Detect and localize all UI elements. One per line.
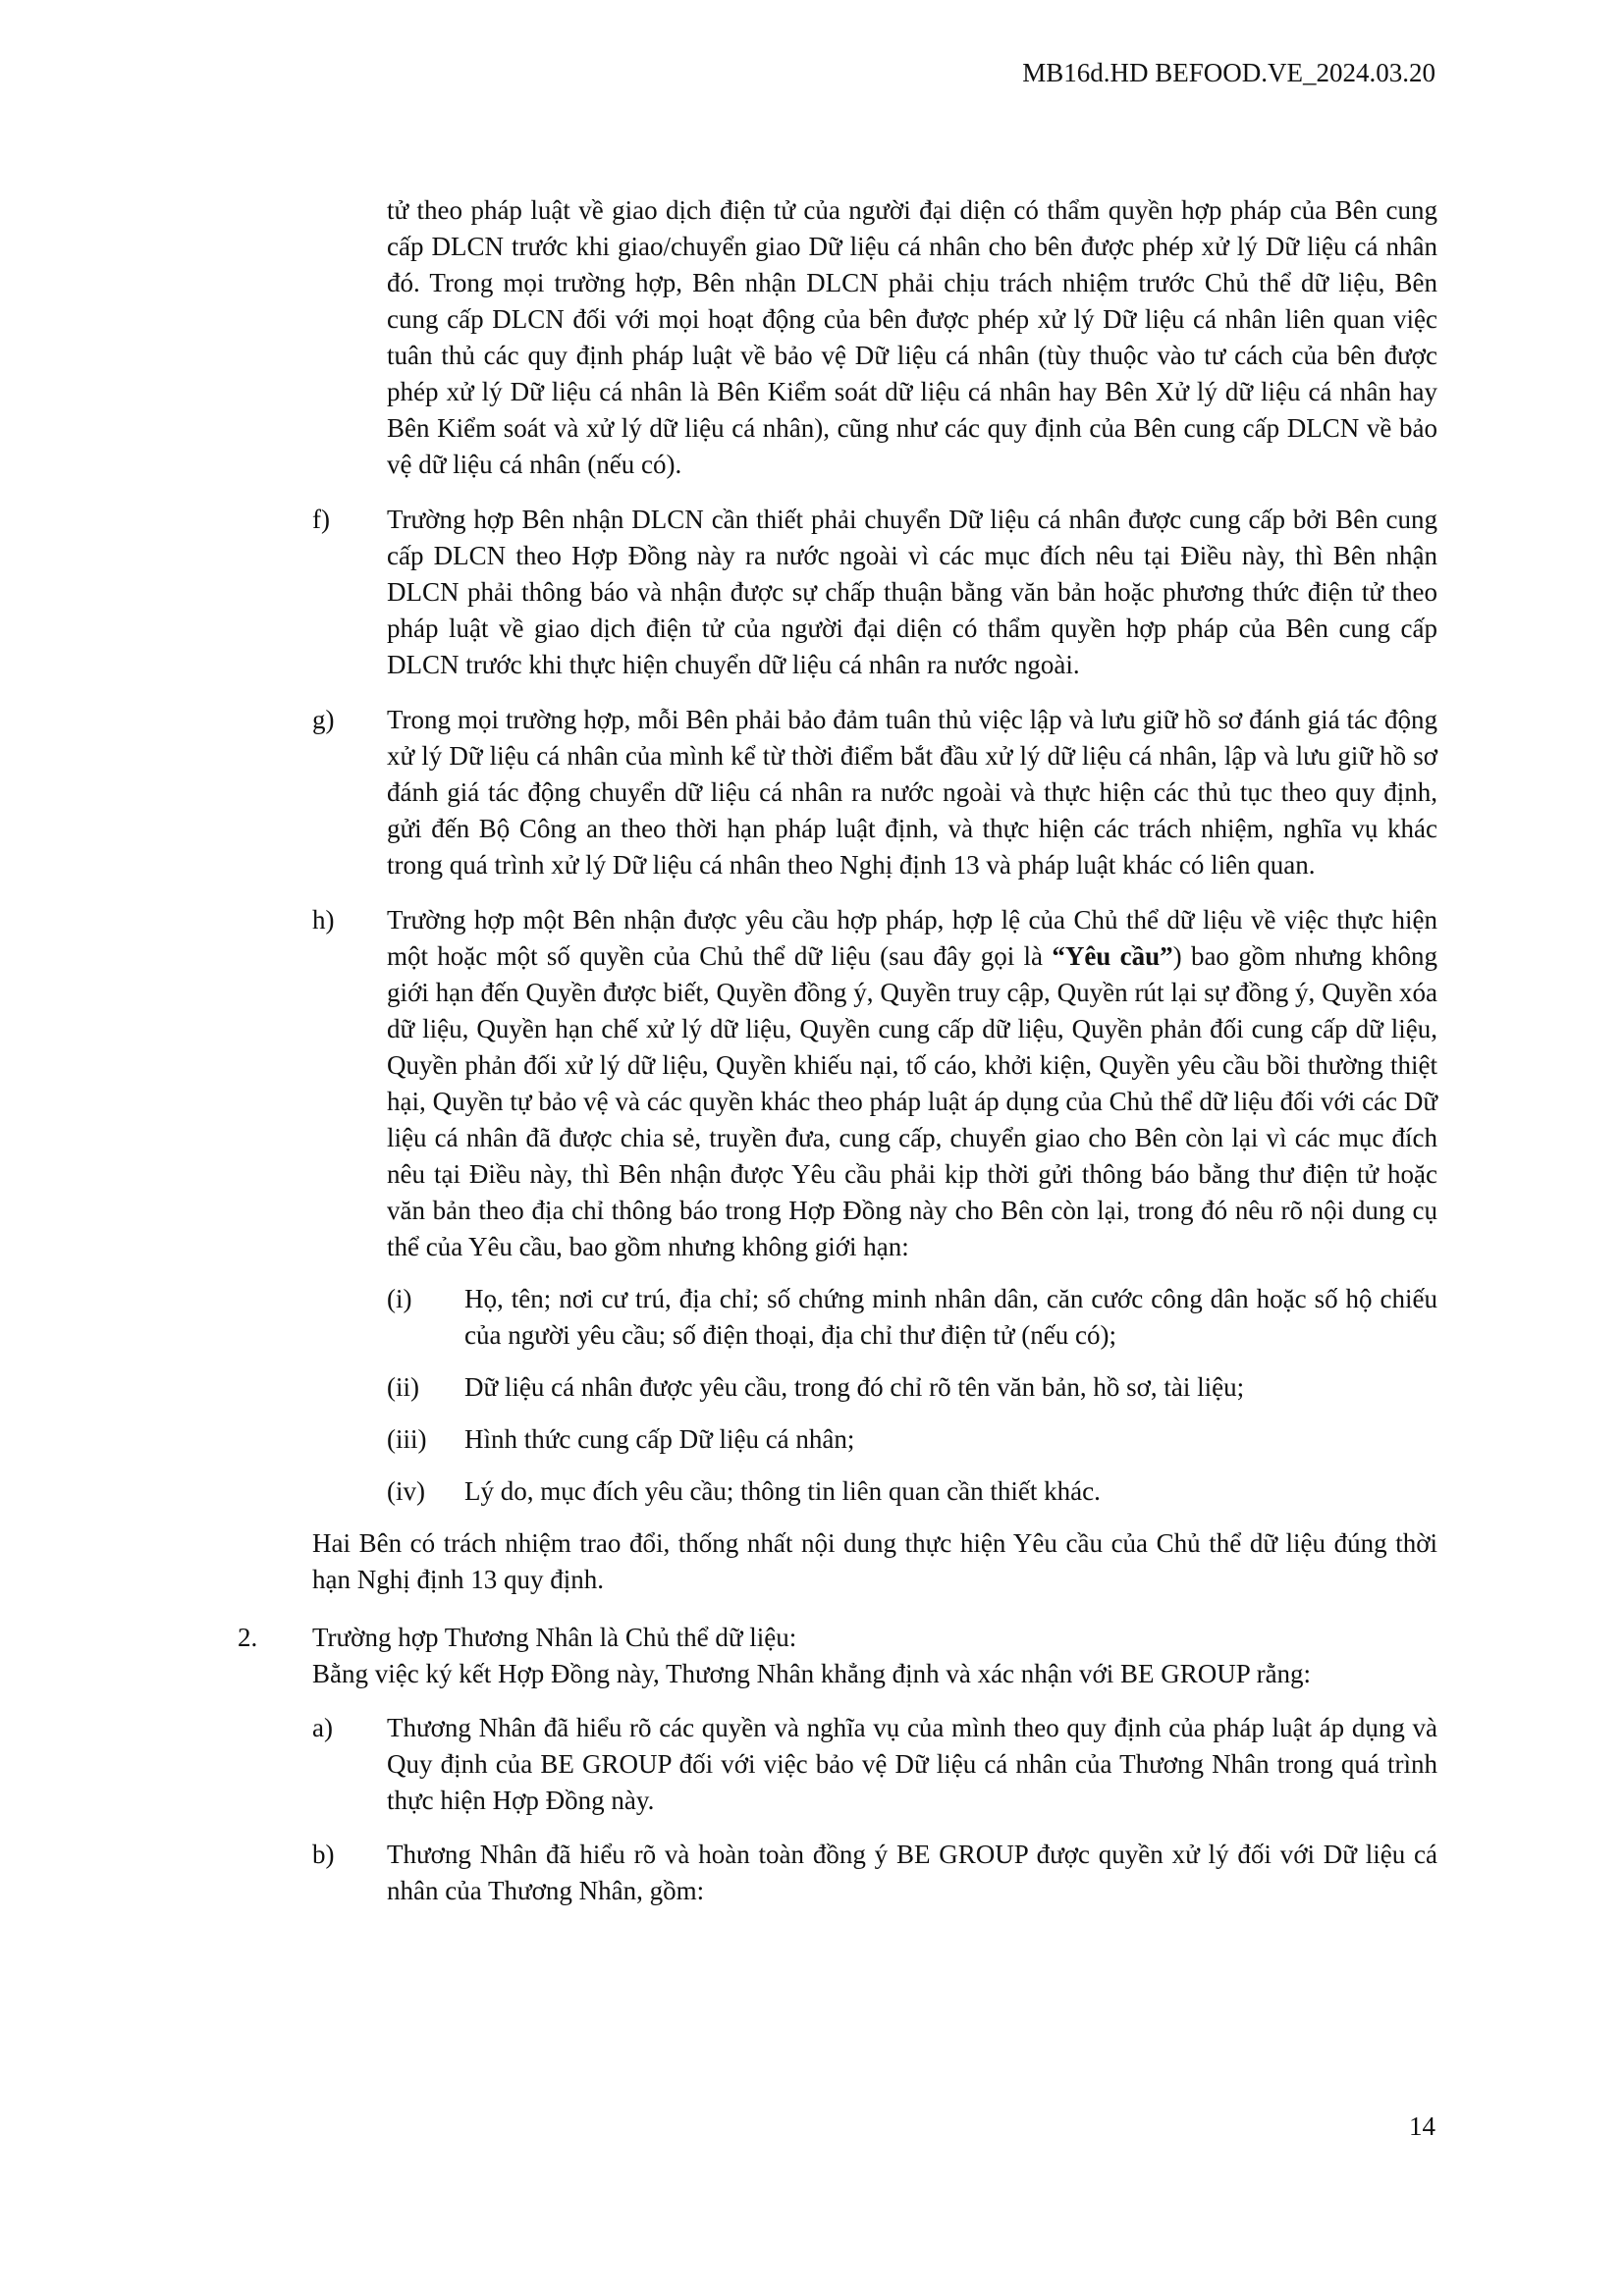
section-2-clause-a <box>312 1710 1437 1819</box>
clause-text: Thương Nhân đã hiểu rõ các quyền và nghĩa vụ của mình theo quy định của pháp luật áp dụng và Quy định của BE GROUP đối với việc bảo vệ Dữ liệu cá nhân của Thương Nhân trong quá trình thực hiện Hợp Đồng này. <box>387 1713 1437 1815</box>
sub-item-marker: (ii) <box>387 1372 419 1402</box>
sub-item-i <box>312 1281 1437 1354</box>
clause-text: Trong mọi trường hợp, mỗi Bên phải bảo đảm tuân thủ việc lập và lưu giữ hồ sơ đánh giá tác động xử lý Dữ liệu cá nhân của mình kể từ thời điểm bắt đầu xử lý dữ liệu cá nhân, lập và lưu giữ hồ sơ đánh giá tác động chuyển dữ liệu cá nhân ra nước ngoài và thực hiện các thủ tục theo quy định, gửi đến Bộ Công an theo thời hạn pháp luật định, và thực hiện các trách nhiệm, nghĩa vụ khác trong quá trình xử lý Dữ liệu cá nhân theo Nghị định 13 và pháp luật khác có liên quan. <box>387 705 1437 880</box>
document-code: MB16d.HD BEFOOD.VE_2024.03.20 <box>1022 58 1435 87</box>
sub-item-iii <box>312 1421 1437 1458</box>
defined-term: “Yêu cầu” <box>1052 941 1173 971</box>
clause-text <box>387 902 1437 1265</box>
sub-item-marker: (iv) <box>387 1476 425 1506</box>
sub-item-text: Lý do, mục đích yêu cầu; thông tin liên quan cần thiết khác. <box>464 1476 1101 1506</box>
clause-g <box>312 702 1437 883</box>
clause-marker: a) <box>312 1713 333 1742</box>
section-intro: Bằng việc ký kết Hợp Đồng này, Thương Nhân khẳng định và xác nhận với BE GROUP rằng: <box>312 1659 1312 1688</box>
section-marker: 2. <box>238 1623 258 1652</box>
clause-text: Trường hợp Bên nhận DLCN cần thiết phải chuyển Dữ liệu cá nhân được cung cấp bởi Bên cung cấp DLCN theo Hợp Đồng này ra nước ngoài vì các mục đích nêu tại Điều này, thì Bên nhận DLCN phải thông báo và nhận được sự chấp thuận bằng văn bản hoặc phương thức điện tử theo pháp luật về giao dịch điện tử của người đại diện có thẩm quyền hợp pháp của Bên cung cấp DLCN trước khi thực hiện chuyển dữ liệu cá nhân ra nước ngoài. <box>387 505 1437 679</box>
clause-h-text-before: Trường hợp một Bên nhận được yêu cầu hợp pháp, hợp lệ của Chủ thể dữ liệu về việc thực hiện một hoặc một số quyền của Chủ thể dữ liệu (sau đây gọi là <box>387 905 1437 971</box>
page-number: 14 <box>1409 2111 1435 2141</box>
clause-marker: h) <box>312 905 335 934</box>
clause-text: Thương Nhân đã hiểu rõ và hoàn toàn đồng ý BE GROUP được quyền xử lý đối với Dữ liệu cá nhân của Thương Nhân, gồm: <box>387 1840 1437 1905</box>
section-2-clause-b <box>312 1837 1437 1909</box>
page-body <box>238 192 1437 1909</box>
section-heading: Trường hợp Thương Nhân là Chủ thể dữ liệu: <box>312 1623 797 1652</box>
clause-marker: f) <box>312 505 330 534</box>
sub-item-text: Họ, tên; nơi cư trú, địa chỉ; số chứng minh nhân dân, căn cước công dân hoặc số hộ chiếu của người yêu cầu; số điện thoại, địa chỉ thư điện tử (nếu có); <box>464 1284 1437 1350</box>
sub-item-iv <box>312 1473 1437 1510</box>
clause-h <box>312 902 1437 1265</box>
clause-h-text-after: ) bao gồm nhưng không giới hạn đến Quyền được biết, Quyền đồng ý, Quyền truy cập, Quyền rút lại sự đồng ý, Quyền xóa dữ liệu, Quyền hạn chế xử lý dữ liệu, Quyền cung cấp dữ liệu, Quyền phản đối cung cấp dữ liệu, Quyền phản đối xử lý dữ liệu, Quyền khiếu nại, tố cáo, khởi kiện, Quyền yêu cầu bồi thường thiệt hại, Quyền tự bảo vệ và các quyền khác theo pháp luật áp dụng của Chủ thể dữ liệu đối với các Dữ liệu cá nhân đã được chia sẻ, truyền đưa, cung cấp, chuyển giao cho Bên còn lại vì các mục đích nêu tại Điều này, thì Bên nhận được Yêu cầu phải kịp thời gửi thông báo bằng thư điện tử hoặc văn bản theo địa chỉ thông báo trong Hợp Đồng này cho Bên còn lại, trong đó nêu rõ nội dung cụ thể của Yêu cầu, bao gồm nhưng không giới hạn: <box>387 941 1437 1261</box>
clause-marker: b) <box>312 1840 335 1869</box>
sub-item-text: Dữ liệu cá nhân được yêu cầu, trong đó chỉ rõ tên văn bản, hồ sơ, tài liệu; <box>464 1372 1245 1402</box>
sub-item-ii <box>312 1369 1437 1406</box>
clause-f <box>312 502 1437 683</box>
sub-item-text: Hình thức cung cấp Dữ liệu cá nhân; <box>464 1424 855 1454</box>
clause-marker: g) <box>312 705 335 734</box>
sub-item-marker: (iii) <box>387 1424 427 1454</box>
clause-e-continuation: tử theo pháp luật về giao dịch điện tử của người đại diện có thẩm quyền hợp pháp của Bên cung cấp DLCN trước khi giao/chuyển giao Dữ liệu cá nhân cho bên được phép xử lý Dữ liệu cá nhân đó. Trong mọi trường hợp, Bên nhận DLCN phải chịu trách nhiệm trước Chủ thể dữ liệu, Bên cung cấp DLCN đối với mọi hoạt động của bên được phép xử lý Dữ liệu cá nhân liên quan việc tuân thủ các quy định pháp luật về bảo vệ Dữ liệu cá nhân (tùy thuộc vào tư cách của bên được phép xử lý Dữ liệu cá nhân là Bên Kiểm soát dữ liệu cá nhân hay Bên Xử lý dữ liệu cá nhân hay Bên Kiểm soát và xử lý dữ liệu cá nhân), cũng như các quy định của Bên cung cấp DLCN về bảo vệ dữ liệu cá nhân (nếu có). <box>387 195 1437 479</box>
sub-item-marker: (i) <box>387 1284 412 1313</box>
section-2 <box>238 1620 1437 1692</box>
clause-h-closing: Hai Bên có trách nhiệm trao đổi, thống nhất nội dung thực hiện Yêu cầu của Chủ thể dữ liệu đúng thời hạn Nghị định 13 quy định. <box>312 1528 1437 1594</box>
